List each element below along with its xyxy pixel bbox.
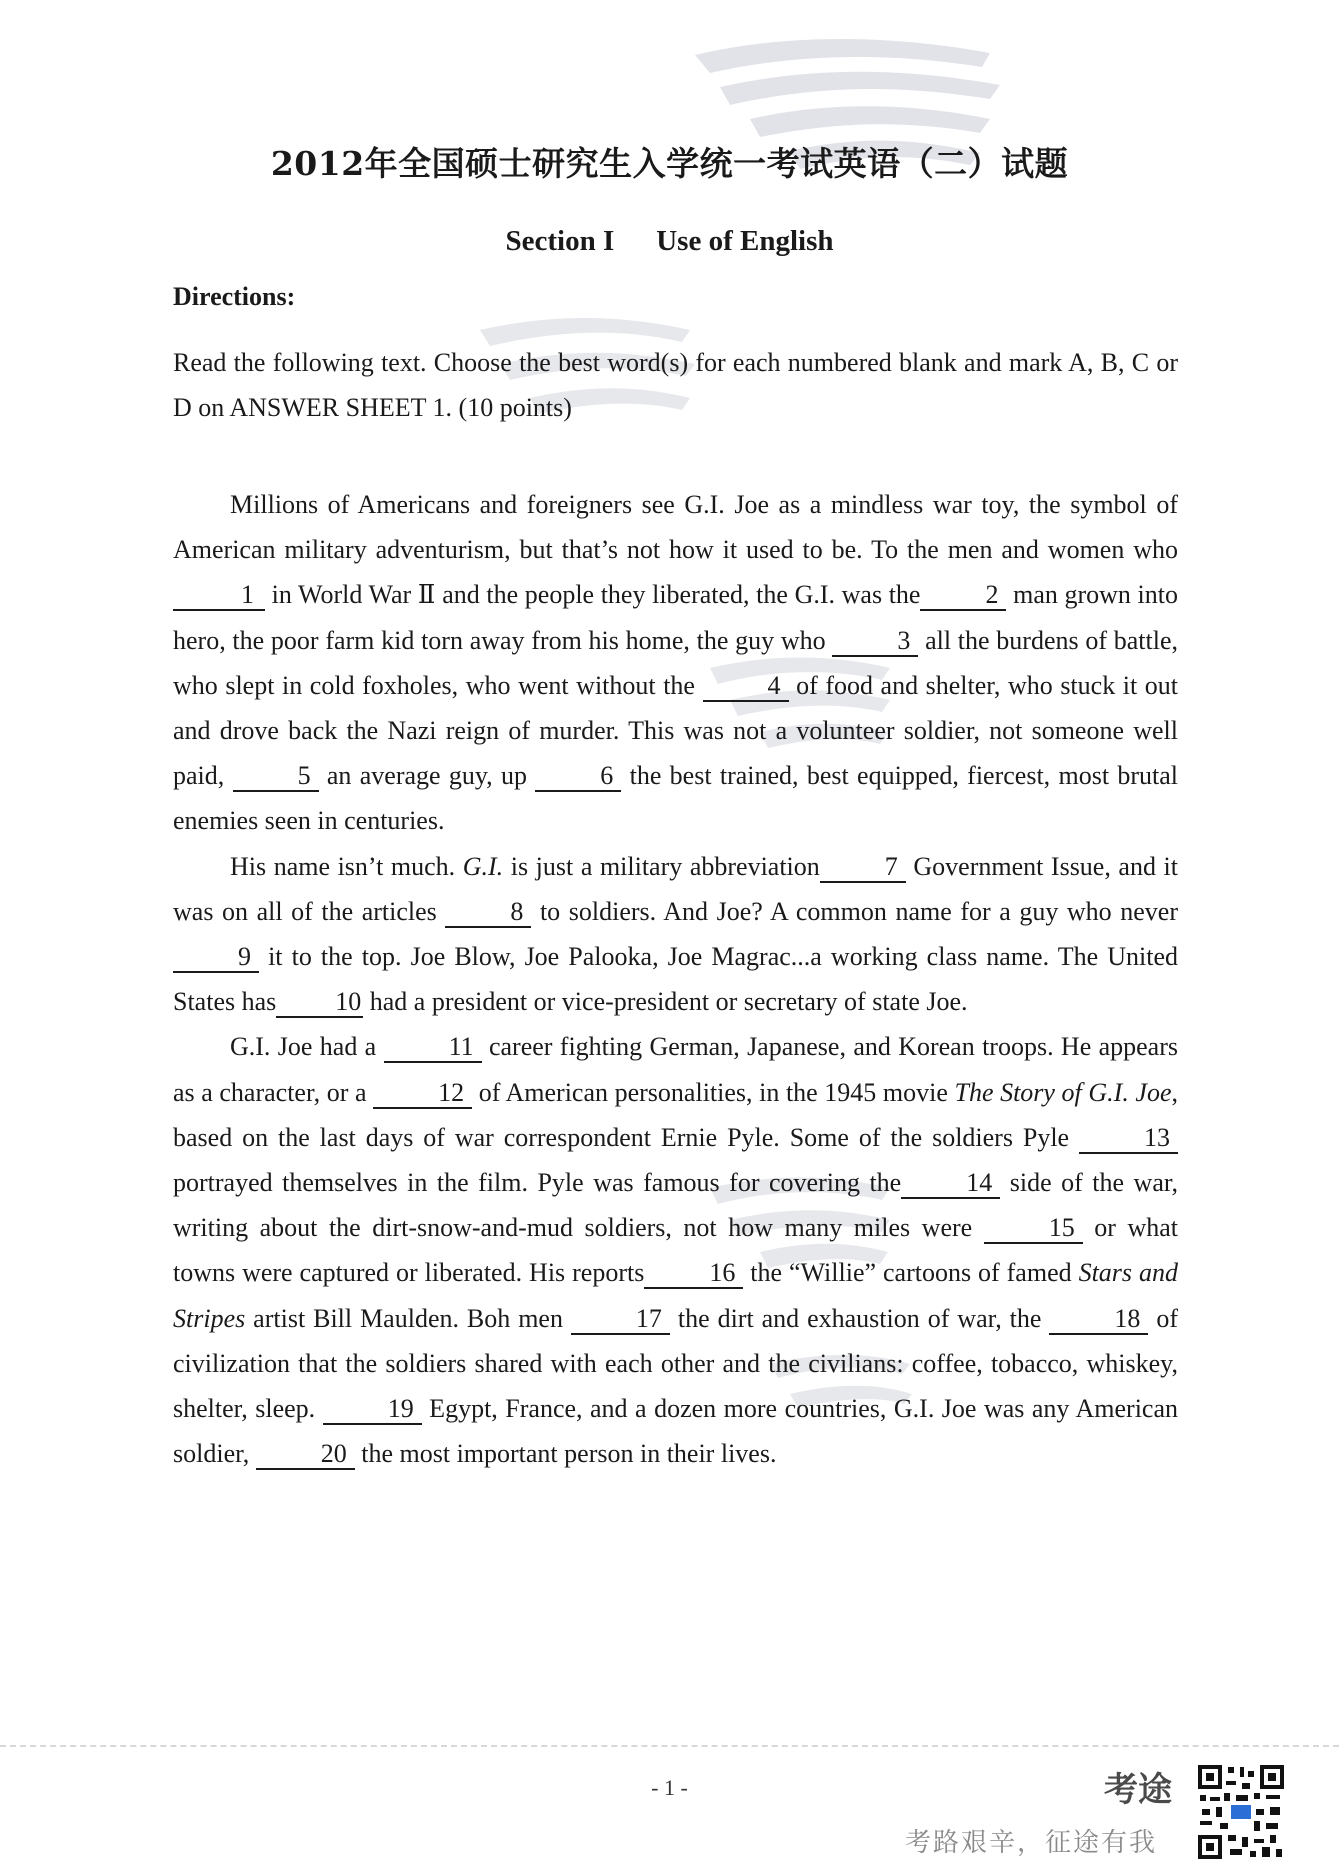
blank-4: 4 [703, 672, 789, 702]
blank-5: 5 [233, 762, 319, 792]
footer-divider [0, 1745, 1339, 1747]
brand-logo-text: 考途 [1104, 1770, 1172, 1810]
blank-12: 12 [373, 1079, 472, 1109]
brand-slogan: 考路艰辛，征途有我 [905, 1828, 1158, 1858]
blank-20: 20 [256, 1440, 355, 1470]
passage-paragraph: Millions of Americans and foreigners see G.I. Joe as a mindless war toy, the symbol of American military adventurism, but that’s not how it used to be. To the men and women who1 in World War Ⅱ and the people they liberated, the G.I. was the 2 man grown into hero, the poor farm kid torn away from his home, the guy who 3 all the burdens of battle, who slept in cold foxholes, who went without the 4 of food and shelter, who stuck it out and drove back the Nazi reign of murder. This was not a volunteer soldier, not someone well paid, 5 an average guy, up 6 the best trained, best equipped, fiercest, most brutal enemies seen in centuries. [173, 490, 1179, 836]
page-number: - 1 - [651, 1775, 688, 1800]
exam-title: 2012年全国硕士研究生入学统一考试英语（二）试题 [270, 144, 1069, 183]
blank-1: 1 [173, 581, 265, 611]
section-name: Use of English [656, 225, 834, 257]
directions-label: Directions: [173, 282, 296, 311]
blank-6: 6 [535, 762, 621, 792]
blank-9: 9 [173, 943, 259, 973]
blank-8: 8 [445, 898, 531, 928]
blank-11: 11 [384, 1033, 482, 1063]
section-heading [0, 225, 1339, 258]
blank-7: 7 [820, 853, 906, 883]
blank-19: 19 [323, 1395, 422, 1425]
blank-15: 15 [984, 1214, 1083, 1244]
blank-14: 14 [901, 1169, 1000, 1199]
blank-18: 18 [1049, 1305, 1148, 1335]
passage-paragraph: G.I. Joe had a 11 career fighting German, Japanese, and Korean troops. He appears as a character, or a 12 of American personalities, in the 1945 movie The Story of G.I. Joe, based on the last days of war correspondent Ernie Pyle. Some of the soldiers Pyle 13 portrayed themselves in the film. Pyle was famous for covering the 14 side of the war, writing about the dirt-snow-and-mud soldiers, not how many miles were 15 or what towns were captured or liberated. His reports 16 the “Willie” cartoons of famed Stars and Stripes artist Bill Maulden. Boh men 17 the dirt and exhaustion of war, the 18 of civilization that the soldiers shared with each other and the civilians: coffee, tobacco, whiskey, shelter, sleep. 19 Egypt, France, and a dozen more countries, G.I. Joe was any American soldier, 20 the most important person in their lives. [173, 1032, 1178, 1469]
blank-2: 2 [920, 581, 1006, 611]
directions-text: Read the following text. Choose the best word(s) for each numbered blank and mark A, B, C or D on ANSWER SHEET 1. (10 points) [173, 348, 1178, 422]
cloze-passage [173, 482, 1178, 1476]
section-number: Section I [505, 225, 615, 257]
passage-paragraph: His name isn’t much. G.I. is just a military abbreviation 7 Government Issue, and it was on all of the articles 8 to soldiers. And Joe? A common name for a guy who never 9 it to the top. Joe Blow, Joe Palooka, Joe Magrac...a working class name. The United States has 10 had a president or vice-president or secretary of state Joe. [173, 851, 1178, 1017]
blank-17: 17 [571, 1305, 670, 1335]
blank-16: 16 [644, 1259, 743, 1289]
blank-13: 13 [1079, 1124, 1178, 1154]
qr-code-icon[interactable] [1196, 1763, 1286, 1861]
blank-3: 3 [832, 627, 918, 657]
blank-10: 10 [276, 988, 363, 1018]
